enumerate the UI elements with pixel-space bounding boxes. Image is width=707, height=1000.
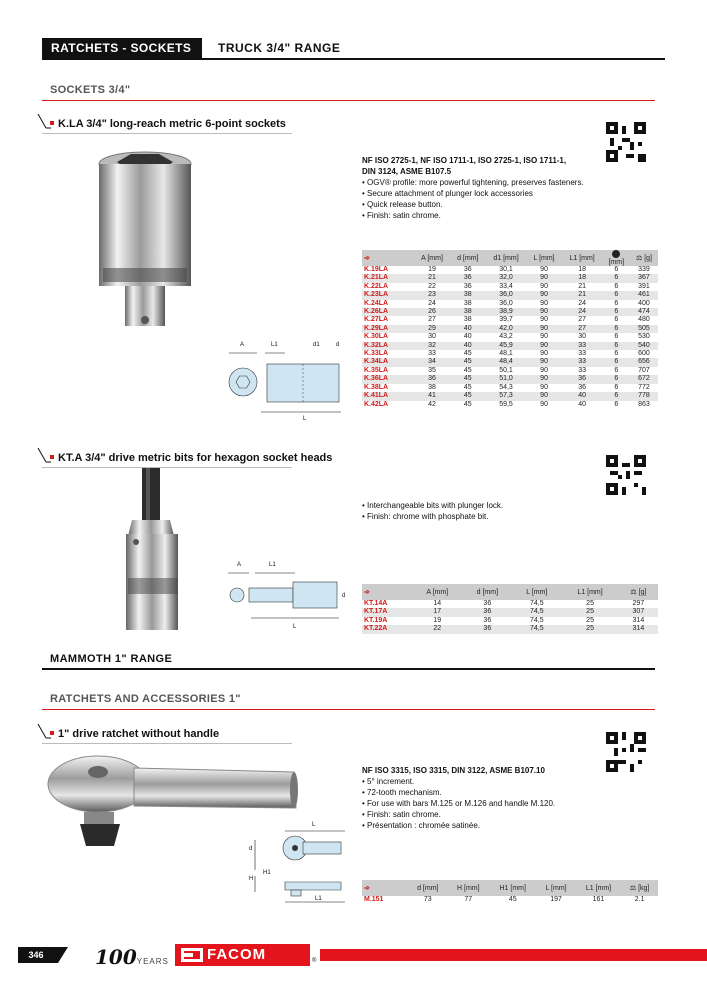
- table-cell: 45: [463, 383, 472, 391]
- page-number-slant: [54, 947, 68, 963]
- table-cell: 25: [561, 608, 618, 616]
- table-cell: 33: [428, 350, 436, 358]
- ref-arrow-icon: ➾: [362, 250, 414, 266]
- table-cell: 41: [414, 392, 450, 400]
- table-cell: 6: [614, 366, 619, 374]
- table-row: [362, 617, 658, 625]
- reference-cell[interactable]: K.23LA: [362, 291, 414, 299]
- table-row: [362, 384, 658, 392]
- table-cell: 400: [638, 299, 650, 307]
- table-cell: 24: [578, 299, 587, 307]
- table-cell: 36: [578, 383, 587, 391]
- corner-mark-icon: [37, 448, 51, 464]
- feature-item: • Interchangeable bits with plunger lock.: [362, 500, 622, 511]
- table-cell: 314: [619, 625, 658, 633]
- table-cell: 39,7: [499, 316, 513, 324]
- table-cell: 57,3: [486, 392, 527, 400]
- years-logo: 100YEARS: [95, 945, 169, 969]
- table-cell: 30: [428, 333, 436, 341]
- feature-item: • Quick release button.: [362, 199, 622, 210]
- table-cell: 36: [414, 375, 450, 383]
- table-cell: 27: [562, 325, 603, 333]
- table-cell: 27: [428, 316, 436, 324]
- table-cell: 45: [450, 358, 486, 366]
- reference-cell[interactable]: KT.22A: [362, 625, 412, 633]
- table-cell: 21: [578, 282, 587, 290]
- section-title-sockets: SOCKETS 3/4": [50, 84, 131, 96]
- table-row: [362, 316, 658, 324]
- table-row: [362, 300, 658, 308]
- reference-cell[interactable]: K.24LA: [364, 299, 389, 307]
- table-cell: 33,4: [499, 282, 513, 290]
- table-cell: 90: [527, 375, 562, 383]
- table-cell: 297: [632, 600, 645, 607]
- table-cell: 90: [527, 274, 562, 282]
- socket-specs: [362, 155, 622, 221]
- socket-image: [95, 150, 205, 340]
- table-cell: 38: [463, 316, 472, 324]
- ratchet-dimension-drawing: L d H H1 L1: [245, 820, 345, 915]
- feature-item: • 72-tooth mechanism.: [362, 787, 632, 798]
- table-cell: 40: [450, 325, 486, 333]
- weight-icon: ⚖: [630, 589, 637, 596]
- table-cell: 778: [630, 392, 658, 400]
- table-cell: 40: [578, 400, 587, 408]
- table-cell: 27: [578, 316, 587, 324]
- table-row: [362, 392, 658, 400]
- hex-icon: [612, 250, 620, 258]
- reference-cell[interactable]: K.32LA: [362, 342, 414, 350]
- ref-arrow-icon: ➾: [362, 584, 412, 600]
- table-cell: 367: [630, 274, 658, 282]
- table-cell: 38: [463, 299, 472, 307]
- reference-cell[interactable]: K.33LA: [364, 350, 389, 358]
- table-cell: 90: [540, 366, 548, 374]
- table-cell: 32: [414, 342, 450, 350]
- table-cell: 707: [638, 366, 650, 374]
- reference-cell[interactable]: K.41LA: [362, 392, 414, 400]
- corner-mark-icon: [37, 724, 51, 740]
- reference-cell[interactable]: M.151: [364, 896, 384, 903]
- header-rule: [42, 58, 665, 60]
- table-cell: 48,4: [486, 358, 527, 366]
- feature-item: • Finish: satin chrome.: [362, 809, 632, 820]
- table-cell: 6: [603, 325, 630, 333]
- footer-red-band: [320, 949, 707, 961]
- table-cell: 19: [428, 266, 436, 273]
- bit-image: [118, 466, 198, 636]
- feature-item: • Présentation : chromée satinée.: [362, 820, 632, 831]
- reference-cell[interactable]: K.22LA: [364, 282, 389, 290]
- product-rule: [42, 133, 292, 134]
- table-cell: 314: [632, 616, 645, 624]
- table-cell: 36: [483, 600, 492, 607]
- corner-mark-icon: [37, 114, 51, 130]
- table-cell: 40: [450, 342, 486, 350]
- ref-arrow-icon: ➾: [362, 880, 408, 896]
- table-cell: 48,1: [499, 350, 513, 358]
- table-row: [362, 608, 658, 616]
- feature-item: • 5° increment.: [362, 776, 632, 787]
- product-title-ratchet: 1" drive ratchet without handle: [50, 728, 219, 740]
- table-cell: 24: [428, 299, 436, 307]
- table-cell: 90: [540, 282, 548, 290]
- table-cell: 33: [562, 342, 603, 350]
- table-cell: 6: [603, 274, 630, 282]
- norms-line-1: NF ISO 2725-1, NF ISO 1711-1, ISO 2725-1, ISO 1711-1,: [362, 156, 567, 165]
- table-cell: 35: [428, 366, 436, 374]
- table-cell: 161: [592, 896, 605, 903]
- table-cell: 90: [540, 350, 548, 358]
- section-rule: [42, 709, 655, 710]
- reference-cell[interactable]: K.29LA: [362, 325, 414, 333]
- table-cell: 22: [412, 625, 462, 633]
- table-row: [362, 600, 658, 608]
- table-cell: 772: [638, 383, 650, 391]
- table-cell: 38: [428, 383, 436, 391]
- table-cell: 73: [423, 896, 432, 903]
- table-row: [362, 367, 658, 375]
- table-cell: 77: [464, 896, 473, 903]
- bit-dimension-drawing: A L1 d L: [225, 560, 355, 635]
- weight-icon: ⚖: [629, 885, 637, 892]
- table-row: [362, 266, 658, 274]
- ratchet-specs: [362, 765, 632, 831]
- product-rule: [42, 743, 292, 744]
- header-category: RATCHETS - SOCKETS: [42, 38, 202, 58]
- table-cell: 90: [527, 342, 562, 350]
- reference-cell[interactable]: K.21LA: [362, 274, 414, 282]
- table-cell: 6: [603, 358, 630, 366]
- table-cell: 90: [527, 325, 562, 333]
- norms-line-2: DIN 3124, ASME B107.5: [362, 167, 452, 176]
- registered-mark: ®: [312, 958, 317, 964]
- table-cell: 14: [433, 600, 442, 607]
- section-rule: [42, 100, 655, 101]
- table-cell: 36: [450, 274, 486, 282]
- table-cell: 34: [414, 358, 450, 366]
- section-title-ratchets: RATCHETS AND ACCESSORIES 1": [50, 693, 241, 705]
- table-cell: 530: [638, 333, 650, 341]
- weight-icon: ⚖: [635, 255, 643, 262]
- table-cell: 6: [614, 282, 619, 290]
- table-cell: 656: [630, 358, 658, 366]
- reference-cell[interactable]: K.34LA: [362, 358, 414, 366]
- table-row: [362, 291, 658, 299]
- table-row: [362, 350, 658, 358]
- table-cell: 51,0: [486, 375, 527, 383]
- table-cell: 29: [414, 325, 450, 333]
- socket-dimension-drawing: A L1 d1 d L: [225, 340, 355, 430]
- table-cell: 40: [562, 392, 603, 400]
- table-cell: 391: [638, 282, 650, 290]
- table-cell: 22: [428, 282, 436, 290]
- table-row: [362, 401, 658, 409]
- table-row: [362, 375, 658, 383]
- table-cell: 50,1: [499, 366, 513, 374]
- table-cell: 45: [450, 375, 486, 383]
- feature-item: • OGV® profile: more powerful tightening, preserves fasteners.: [362, 177, 622, 188]
- table-cell: 197: [550, 896, 562, 903]
- table-cell: 540: [630, 342, 658, 350]
- table-cell: 74,5: [512, 625, 561, 633]
- feature-item: • Secure attachment of plunger lock accessories: [362, 188, 622, 199]
- bit-table: ➾ A [mm] d [mm] L [mm] L1 [mm] ⚖ [g] KT.14A 14 36 74,5 25 297 KT.17A 17 36 74,5 25 307 KT.19A 19 36 74,5 25 314 KT.22A 22 36 74,5 25 314: [362, 584, 658, 634]
- table-cell: 863: [638, 400, 650, 408]
- table-cell: 33: [578, 350, 587, 358]
- table-cell: 36,0: [499, 299, 513, 307]
- table-cell: 36: [463, 266, 472, 273]
- table-cell: 21: [414, 274, 450, 282]
- table-cell: 36: [462, 625, 512, 633]
- table-row: [362, 333, 658, 341]
- table-row: [362, 283, 658, 291]
- table-cell: 6: [614, 383, 619, 391]
- reference-cell[interactable]: K.30LA: [364, 333, 389, 341]
- table-cell: 40: [463, 333, 472, 341]
- table-cell: 6: [614, 266, 619, 273]
- table-row: [362, 274, 658, 282]
- table-cell: 90: [540, 400, 548, 408]
- table-cell: 6: [614, 299, 619, 307]
- table-cell: 474: [630, 308, 658, 316]
- mammoth-rule: [42, 668, 655, 670]
- table-cell: 45: [508, 896, 517, 903]
- table-cell: 59,5: [499, 400, 513, 408]
- table-cell: 6: [603, 342, 630, 350]
- table-cell: 18: [578, 266, 587, 273]
- table-cell: 36: [562, 375, 603, 383]
- table-cell: 54,3: [499, 383, 513, 391]
- table-row: [362, 308, 658, 316]
- reference-cell[interactable]: KT.19A: [364, 616, 388, 624]
- table-cell: 33: [562, 358, 603, 366]
- table-cell: 6: [603, 291, 630, 299]
- table-cell: 672: [630, 375, 658, 383]
- facom-logo: FACOM: [175, 944, 310, 966]
- table-cell: 74,5: [512, 608, 561, 616]
- table-cell: 6: [614, 333, 619, 341]
- table-cell: 6: [614, 400, 619, 408]
- table-cell: 461: [630, 291, 658, 299]
- table-cell: 6: [603, 308, 630, 316]
- table-cell: 18: [562, 274, 603, 282]
- table-cell: 38,9: [486, 308, 527, 316]
- table-cell: 42,0: [486, 325, 527, 333]
- ratchet-table: ➾ d [mm] H [mm] H1 [mm] L [mm] L1 [mm] ⚖ [kg] M.151 73 77 45 197 161 2.1: [362, 880, 658, 904]
- reference-cell[interactable]: K.27LA: [364, 316, 389, 324]
- table-cell: 90: [540, 299, 548, 307]
- table-cell: 43,2: [499, 333, 513, 341]
- table-cell: 90: [527, 291, 562, 299]
- table-cell: 45: [463, 366, 472, 374]
- table-cell: 24: [562, 308, 603, 316]
- header-title: TRUCK 3/4" RANGE: [218, 41, 341, 55]
- table-cell: 42: [428, 400, 436, 408]
- table-cell: 30,1: [499, 266, 513, 273]
- table-cell: 32,0: [486, 274, 527, 282]
- reference-cell[interactable]: K.26LA: [362, 308, 414, 316]
- table-cell: 36: [483, 616, 492, 624]
- table-cell: 90: [527, 308, 562, 316]
- page-number: 346: [18, 947, 54, 963]
- table-cell: 45: [463, 350, 472, 358]
- table-cell: 17: [412, 608, 462, 616]
- reference-cell[interactable]: KT.17A: [362, 608, 412, 616]
- product-title-kla: K.LA 3/4" long-reach metric 6-point sockets: [50, 118, 286, 130]
- table-cell: 339: [638, 266, 650, 273]
- socket-table: ➾ A [mm] d [mm] d1 [mm] L [mm] L1 [mm] [mm] ⚖ [g] K.19LA 19 36 30,1 90 18 6 339 K.21LA 21 36 32,0 90 18 6 367 K.22LA 22 36 33,4 90 21 6 391 K.23LA 23 38 36,0 90 21 6 461 K.24LA 24 38 36,0 90 24 6 400 K.26LA 26 38 38,9 90 24 6 474 K.27LA 27 38 39,7 90 27 6 480 K.29LA 29 40 42,0 90 27 6 505 K.30LA 30 40 43,2 90 30 6 530 K.32LA 32 40 45,9 90 33 6 540 K.33LA 33 45 48,1 90 33 6 600 K.34LA 34 45 48,4 90 33 6 656 K.35LA 35 45 50,1 90 33 6 707 K.36LA 36 45 51,0 90 36 6 672 K.38LA 38 45 54,3 90 36 6 772 K.41LA 41 45 57,3 90 40 6 778 K.42LA 42 45 59,5 90 40 6 863: [362, 250, 658, 409]
- table-row: [362, 896, 658, 904]
- table-cell: 90: [540, 333, 548, 341]
- table-cell: 90: [540, 266, 548, 273]
- reference-cell[interactable]: K.38LA: [364, 383, 389, 391]
- table-cell: 6: [614, 350, 619, 358]
- table-cell: 6: [603, 375, 630, 383]
- table-cell: 74,5: [529, 616, 544, 624]
- table-cell: 600: [638, 350, 650, 358]
- table-cell: 505: [630, 325, 658, 333]
- table-cell: 25: [561, 625, 618, 633]
- reference-cell[interactable]: K.19LA: [364, 266, 389, 273]
- reference-cell[interactable]: K.35LA: [364, 366, 389, 374]
- table-row: [362, 342, 658, 350]
- table-cell: 38: [450, 308, 486, 316]
- mammoth-title: MAMMOTH 1" RANGE: [50, 653, 173, 665]
- table-cell: 23: [414, 291, 450, 299]
- table-cell: 74,5: [529, 600, 544, 607]
- table-cell: 90: [527, 358, 562, 366]
- table-cell: 38: [450, 291, 486, 299]
- qr-code-icon[interactable]: [606, 455, 646, 495]
- norms-line: NF ISO 3315, ISO 3315, DIN 3122, ASME B107.10: [362, 766, 545, 775]
- table-cell: 36: [463, 282, 472, 290]
- table-cell: 480: [638, 316, 650, 324]
- product-title-kta: KT.A 3/4" drive metric bits for hexagon socket heads: [50, 452, 332, 464]
- table-cell: 6: [614, 316, 619, 324]
- reference-cell[interactable]: K.36LA: [362, 375, 414, 383]
- table-cell: 33: [578, 366, 587, 374]
- table-cell: 6: [603, 392, 630, 400]
- table-cell: 30: [578, 333, 587, 341]
- feature-item: • For use with bars M.125 or M.126 and handle M.120.: [362, 798, 632, 809]
- feature-item: • Finish: satin chrome.: [362, 210, 622, 221]
- table-row: [362, 625, 658, 633]
- table-cell: 36: [462, 608, 512, 616]
- table-row: [362, 358, 658, 366]
- feature-item: • Finish: chrome with phosphate bit.: [362, 511, 622, 522]
- reference-cell[interactable]: KT.14A: [364, 600, 388, 607]
- table-cell: 25: [586, 616, 594, 624]
- table-cell: 45: [463, 400, 472, 408]
- table-cell: 19: [433, 616, 442, 624]
- table-cell: 45,9: [486, 342, 527, 350]
- table-row: [362, 325, 658, 333]
- table-cell: 307: [619, 608, 658, 616]
- table-cell: 90: [540, 383, 548, 391]
- table-cell: 2.1: [634, 896, 645, 903]
- table-cell: 90: [540, 316, 548, 324]
- table-cell: 45: [450, 392, 486, 400]
- table-cell: 21: [562, 291, 603, 299]
- table-cell: 26: [414, 308, 450, 316]
- bit-specs: [362, 500, 622, 522]
- table-cell: 25: [586, 600, 594, 607]
- table-cell: 90: [527, 392, 562, 400]
- reference-cell[interactable]: K.42LA: [364, 400, 389, 408]
- facom-symbol-icon: [181, 948, 203, 962]
- table-cell: 36,0: [486, 291, 527, 299]
